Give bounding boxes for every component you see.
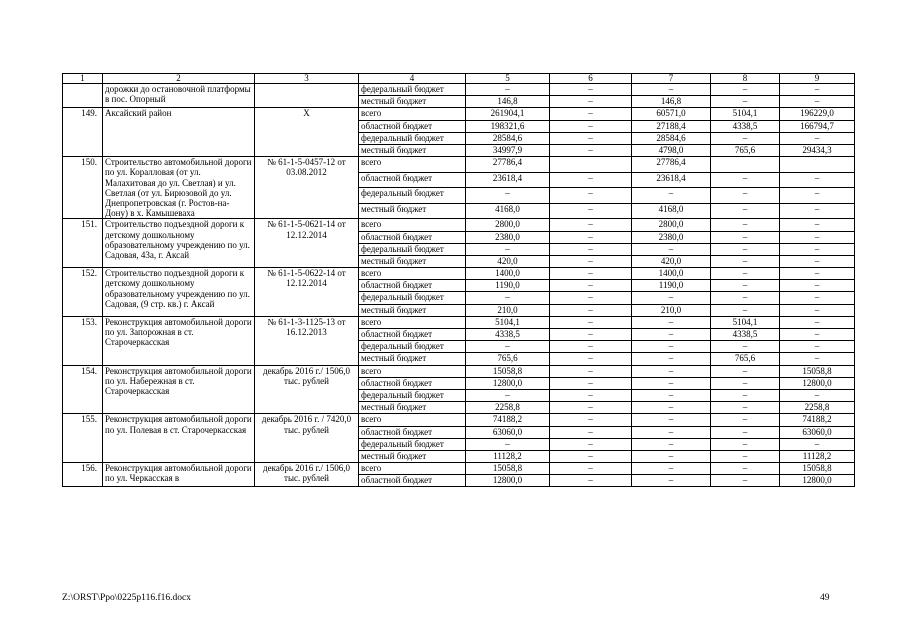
amount-cell: – xyxy=(711,231,780,243)
amount-cell: 166794,7 xyxy=(780,120,855,132)
table-row xyxy=(63,365,855,377)
table-row xyxy=(63,219,855,231)
amount-cell xyxy=(711,157,780,173)
amount-cell: 27188,4 xyxy=(632,120,711,132)
object-name: Строительство автомобильной дороги по ул. Коралловая (от ул. Малахитовая до ул. Светлая) и ул. Светлая (от ул. Бирюзовой до ул. Днепропетровская (г. Ростов-на-Дону) в х. Камышеваха xyxy=(103,157,255,219)
amount-cell: – xyxy=(711,292,780,304)
budget-table xyxy=(62,73,855,487)
amount-cell: – xyxy=(550,463,632,475)
header-cell-7: 7 xyxy=(632,74,711,84)
amount-cell: – xyxy=(711,414,780,426)
amount-cell: 261904,1 xyxy=(466,108,550,120)
table-row xyxy=(63,414,855,426)
object-name: Реконструкция автомобильной дороги по ул. Полевая в ст. Старочеркасская xyxy=(103,414,255,463)
table-row xyxy=(63,316,855,328)
amount-cell: 12800,0 xyxy=(466,377,550,389)
amount-cell: 2800,0 xyxy=(466,219,550,231)
amount-cell: – xyxy=(711,365,780,377)
amount-cell: 12800,0 xyxy=(466,475,550,487)
amount-cell: – xyxy=(550,96,632,108)
amount-cell: 11128,2 xyxy=(780,450,855,462)
amount-cell: 5104,1 xyxy=(711,316,780,328)
amount-cell: – xyxy=(550,219,632,231)
amount-cell: – xyxy=(550,144,632,156)
funding-source: областной бюджет xyxy=(359,329,466,341)
amount-cell: 196229,0 xyxy=(780,108,855,120)
amount-cell: – xyxy=(711,450,780,462)
funding-source: местный бюджет xyxy=(359,255,466,267)
amount-cell: 28584,6 xyxy=(632,132,711,144)
amount-cell: – xyxy=(632,402,711,414)
amount-cell: – xyxy=(711,132,780,144)
amount-cell: – xyxy=(780,438,855,450)
amount-cell: – xyxy=(711,172,780,188)
amount-cell: – xyxy=(711,84,780,96)
funding-source: местный бюджет xyxy=(359,144,466,156)
amount-cell: – xyxy=(550,438,632,450)
header-cell-2: 2 xyxy=(103,74,255,84)
amount-cell: – xyxy=(632,188,711,204)
amount-cell: – xyxy=(466,292,550,304)
amount-cell: – xyxy=(632,316,711,328)
table-row xyxy=(63,268,855,280)
amount-cell: – xyxy=(550,84,632,96)
amount-cell: – xyxy=(550,172,632,188)
row-number: 151. xyxy=(63,219,103,268)
amount-cell xyxy=(550,157,632,173)
funding-source: местный бюджет xyxy=(359,203,466,219)
document-reference xyxy=(255,84,359,108)
amount-cell: – xyxy=(632,377,711,389)
funding-source: федеральный бюджет xyxy=(359,132,466,144)
header-cell-6: 6 xyxy=(550,74,632,84)
amount-cell: 4168,0 xyxy=(466,203,550,219)
funding-source: федеральный бюджет xyxy=(359,341,466,353)
row-number: 149. xyxy=(63,108,103,157)
document-reference: декабрь 2016 г./ 1506,0 тыс. рублей xyxy=(255,365,359,414)
row-number: 153. xyxy=(63,316,103,365)
funding-source: местный бюджет xyxy=(359,304,466,316)
amount-cell: – xyxy=(550,203,632,219)
amount-cell: – xyxy=(550,414,632,426)
amount-cell: 1400,0 xyxy=(632,268,711,280)
amount-cell: – xyxy=(711,377,780,389)
funding-source: федеральный бюджет xyxy=(359,438,466,450)
amount-cell: 146,8 xyxy=(632,96,711,108)
amount-cell: – xyxy=(711,304,780,316)
amount-cell: – xyxy=(466,243,550,255)
funding-source: областной бюджет xyxy=(359,120,466,132)
amount-cell: – xyxy=(780,219,855,231)
amount-cell: – xyxy=(711,389,780,401)
amount-cell: 63060,0 xyxy=(780,426,855,438)
header-cell-4: 4 xyxy=(359,74,466,84)
amount-cell: 15058,8 xyxy=(780,365,855,377)
amount-cell: – xyxy=(466,438,550,450)
funding-source: всего xyxy=(359,365,466,377)
amount-cell: – xyxy=(780,292,855,304)
amount-cell: – xyxy=(780,329,855,341)
amount-cell: 34997,9 xyxy=(466,144,550,156)
amount-cell: – xyxy=(632,463,711,475)
amount-cell: – xyxy=(550,402,632,414)
amount-cell: – xyxy=(550,329,632,341)
amount-cell: 15058,8 xyxy=(780,463,855,475)
amount-cell: – xyxy=(711,463,780,475)
amount-cell: – xyxy=(711,255,780,267)
amount-cell: 15058,8 xyxy=(466,365,550,377)
funding-source: всего xyxy=(359,219,466,231)
funding-source: областной бюджет xyxy=(359,426,466,438)
amount-cell: 12800,0 xyxy=(780,377,855,389)
amount-cell: – xyxy=(466,341,550,353)
funding-source: местный бюджет xyxy=(359,96,466,108)
amount-cell: 5104,1 xyxy=(466,316,550,328)
amount-cell: – xyxy=(632,426,711,438)
amount-cell: 1190,0 xyxy=(466,280,550,292)
table-body xyxy=(63,84,855,487)
row-number: 156. xyxy=(63,463,103,487)
header-row xyxy=(63,74,855,84)
amount-cell: – xyxy=(550,255,632,267)
object-name: Реконструкция автомобильной дороги по ул. Набережная в ст. Старочеркасская xyxy=(103,365,255,414)
object-name: Реконструкция автомобильной дороги по ул. Запорожная в ст. Старочеркасская xyxy=(103,316,255,365)
funding-source: областной бюджет xyxy=(359,475,466,487)
object-name: Строительство подъездной дороги к детскому дошкольному образовательному учреждению по ул. Садовая, 43а, г. Аксай xyxy=(103,219,255,268)
funding-source: федеральный бюджет xyxy=(359,188,466,204)
amount-cell: – xyxy=(632,84,711,96)
funding-source: федеральный бюджет xyxy=(359,389,466,401)
table-row xyxy=(63,84,855,96)
amount-cell: – xyxy=(550,280,632,292)
amount-cell: 765,6 xyxy=(466,353,550,365)
amount-cell: – xyxy=(550,292,632,304)
amount-cell: – xyxy=(550,389,632,401)
row-number: 152. xyxy=(63,268,103,317)
amount-cell: 420,0 xyxy=(632,255,711,267)
amount-cell: – xyxy=(632,438,711,450)
amount-cell: – xyxy=(711,438,780,450)
row-number xyxy=(63,84,103,108)
amount-cell: 765,6 xyxy=(711,353,780,365)
row-number: 150. xyxy=(63,157,103,219)
amount-cell: 2258,8 xyxy=(780,402,855,414)
amount-cell: 60571,0 xyxy=(632,108,711,120)
amount-cell: 15058,8 xyxy=(466,463,550,475)
funding-source: всего xyxy=(359,316,466,328)
funding-source: всего xyxy=(359,414,466,426)
amount-cell: – xyxy=(780,172,855,188)
amount-cell: – xyxy=(780,268,855,280)
amount-cell: 12800,0 xyxy=(780,475,855,487)
header-cell-5: 5 xyxy=(466,74,550,84)
amount-cell: – xyxy=(550,377,632,389)
funding-source: всего xyxy=(359,463,466,475)
amount-cell: – xyxy=(711,280,780,292)
amount-cell: 11128,2 xyxy=(466,450,550,462)
amount-cell: 4798,0 xyxy=(632,144,711,156)
header-cell-1: 1 xyxy=(63,74,103,84)
amount-cell: – xyxy=(780,132,855,144)
amount-cell: – xyxy=(711,402,780,414)
header-cell-8: 8 xyxy=(711,74,780,84)
amount-cell: – xyxy=(632,292,711,304)
amount-cell: – xyxy=(711,475,780,487)
amount-cell: – xyxy=(711,341,780,353)
amount-cell: – xyxy=(550,316,632,328)
table-row xyxy=(63,463,855,475)
amount-cell: 2380,0 xyxy=(466,231,550,243)
amount-cell: 1400,0 xyxy=(466,268,550,280)
amount-cell: – xyxy=(632,341,711,353)
funding-source: областной бюджет xyxy=(359,280,466,292)
amount-cell: 23618,4 xyxy=(632,172,711,188)
funding-source: федеральный бюджет xyxy=(359,84,466,96)
amount-cell: – xyxy=(711,268,780,280)
amount-cell: – xyxy=(711,426,780,438)
amount-cell: – xyxy=(550,188,632,204)
footer-page-number: 49 xyxy=(820,593,830,603)
header-cell-3: 3 xyxy=(255,74,359,84)
amount-cell: – xyxy=(550,353,632,365)
amount-cell: – xyxy=(632,365,711,377)
table-header xyxy=(63,74,855,84)
amount-cell: 23618,4 xyxy=(466,172,550,188)
object-name: дорожки до остановочной платформы в пос. Опорный xyxy=(103,84,255,108)
funding-source: местный бюджет xyxy=(359,450,466,462)
amount-cell: – xyxy=(466,84,550,96)
document-reference: Х xyxy=(255,108,359,157)
amount-cell: 74188,2 xyxy=(466,414,550,426)
amount-cell: 2800,0 xyxy=(632,219,711,231)
funding-source: местный бюджет xyxy=(359,402,466,414)
amount-cell: 5104,1 xyxy=(711,108,780,120)
amount-cell: – xyxy=(550,475,632,487)
amount-cell: – xyxy=(550,132,632,144)
funding-source: местный бюджет xyxy=(359,353,466,365)
amount-cell: – xyxy=(550,120,632,132)
funding-source: областной бюджет xyxy=(359,172,466,188)
amount-cell: 28584,6 xyxy=(466,132,550,144)
amount-cell: – xyxy=(711,219,780,231)
document-reference: декабрь 2016 г./ 1506,0 тыс. рублей xyxy=(255,463,359,487)
amount-cell xyxy=(780,157,855,173)
amount-cell: 420,0 xyxy=(466,255,550,267)
funding-source: областной бюджет xyxy=(359,377,466,389)
amount-cell: – xyxy=(550,268,632,280)
amount-cell: 63060,0 xyxy=(466,426,550,438)
document-reference: № 61-1-5-0621-14 от 12.12.2014 xyxy=(255,219,359,268)
document-reference: № 61-1-5-0457-12 от 03.08.2012 xyxy=(255,157,359,219)
amount-cell: 2258,8 xyxy=(466,402,550,414)
row-number: 154. xyxy=(63,365,103,414)
amount-cell: 4338,5 xyxy=(711,329,780,341)
amount-cell: – xyxy=(780,203,855,219)
amount-cell: 4338,5 xyxy=(466,329,550,341)
amount-cell: – xyxy=(550,341,632,353)
funding-source: всего xyxy=(359,108,466,120)
funding-source: всего xyxy=(359,157,466,173)
amount-cell: 198321,6 xyxy=(466,120,550,132)
amount-cell: 146,8 xyxy=(466,96,550,108)
amount-cell: – xyxy=(780,84,855,96)
amount-cell: – xyxy=(550,231,632,243)
amount-cell: – xyxy=(780,304,855,316)
amount-cell: 4338,5 xyxy=(711,120,780,132)
amount-cell: 27786,4 xyxy=(466,157,550,173)
footer-file-path: Z:\ORST\Ppo\0225p116.f16.docx xyxy=(62,593,191,603)
document-reference: № 61-1-3-1125-13 от 16.12.2013 xyxy=(255,316,359,365)
amount-cell: – xyxy=(780,389,855,401)
amount-cell: – xyxy=(632,389,711,401)
funding-source: областной бюджет xyxy=(359,231,466,243)
amount-cell: – xyxy=(632,243,711,255)
amount-cell: 29434,3 xyxy=(780,144,855,156)
amount-cell: – xyxy=(711,243,780,255)
amount-cell: – xyxy=(780,280,855,292)
amount-cell: – xyxy=(550,426,632,438)
amount-cell: – xyxy=(632,450,711,462)
amount-cell: 74188,2 xyxy=(780,414,855,426)
row-number: 155. xyxy=(63,414,103,463)
amount-cell: – xyxy=(466,188,550,204)
amount-cell: – xyxy=(780,188,855,204)
amount-cell: – xyxy=(780,243,855,255)
amount-cell: – xyxy=(550,304,632,316)
amount-cell: 27786,4 xyxy=(632,157,711,173)
amount-cell: – xyxy=(780,96,855,108)
amount-cell: 210,0 xyxy=(466,304,550,316)
object-name: Аксайский район xyxy=(103,108,255,157)
amount-cell: 765,6 xyxy=(711,144,780,156)
table-row xyxy=(63,157,855,173)
amount-cell: 2380,0 xyxy=(632,231,711,243)
amount-cell: – xyxy=(780,341,855,353)
amount-cell: – xyxy=(632,475,711,487)
amount-cell: – xyxy=(466,389,550,401)
amount-cell: 1190,0 xyxy=(632,280,711,292)
amount-cell: – xyxy=(550,365,632,377)
document-reference: декабрь 2016 г. / 7420,0 тыс. рублей xyxy=(255,414,359,463)
funding-source: всего xyxy=(359,268,466,280)
amount-cell: – xyxy=(780,353,855,365)
amount-cell: 210,0 xyxy=(632,304,711,316)
object-name: Реконструкция автомобильной дороги по ул. Черкасская в xyxy=(103,463,255,487)
amount-cell: 4168,0 xyxy=(632,203,711,219)
header-cell-9: 9 xyxy=(780,74,855,84)
amount-cell: – xyxy=(632,353,711,365)
amount-cell: – xyxy=(711,96,780,108)
object-name: Строительство подъездной дороги к детскому дошкольному образовательному учреждению по ул. Садовая, (9 стр. кв.) г. Аксай xyxy=(103,268,255,317)
amount-cell: – xyxy=(780,231,855,243)
amount-cell: – xyxy=(632,414,711,426)
table-row xyxy=(63,108,855,120)
amount-cell: – xyxy=(711,188,780,204)
amount-cell: – xyxy=(550,243,632,255)
funding-source: федеральный бюджет xyxy=(359,292,466,304)
funding-source: федеральный бюджет xyxy=(359,243,466,255)
amount-cell: – xyxy=(711,203,780,219)
document-reference: № 61-1-5-0622-14 от 12.12.2014 xyxy=(255,268,359,317)
amount-cell: – xyxy=(780,316,855,328)
amount-cell: – xyxy=(550,108,632,120)
amount-cell: – xyxy=(780,255,855,267)
amount-cell: – xyxy=(632,329,711,341)
amount-cell: – xyxy=(550,450,632,462)
